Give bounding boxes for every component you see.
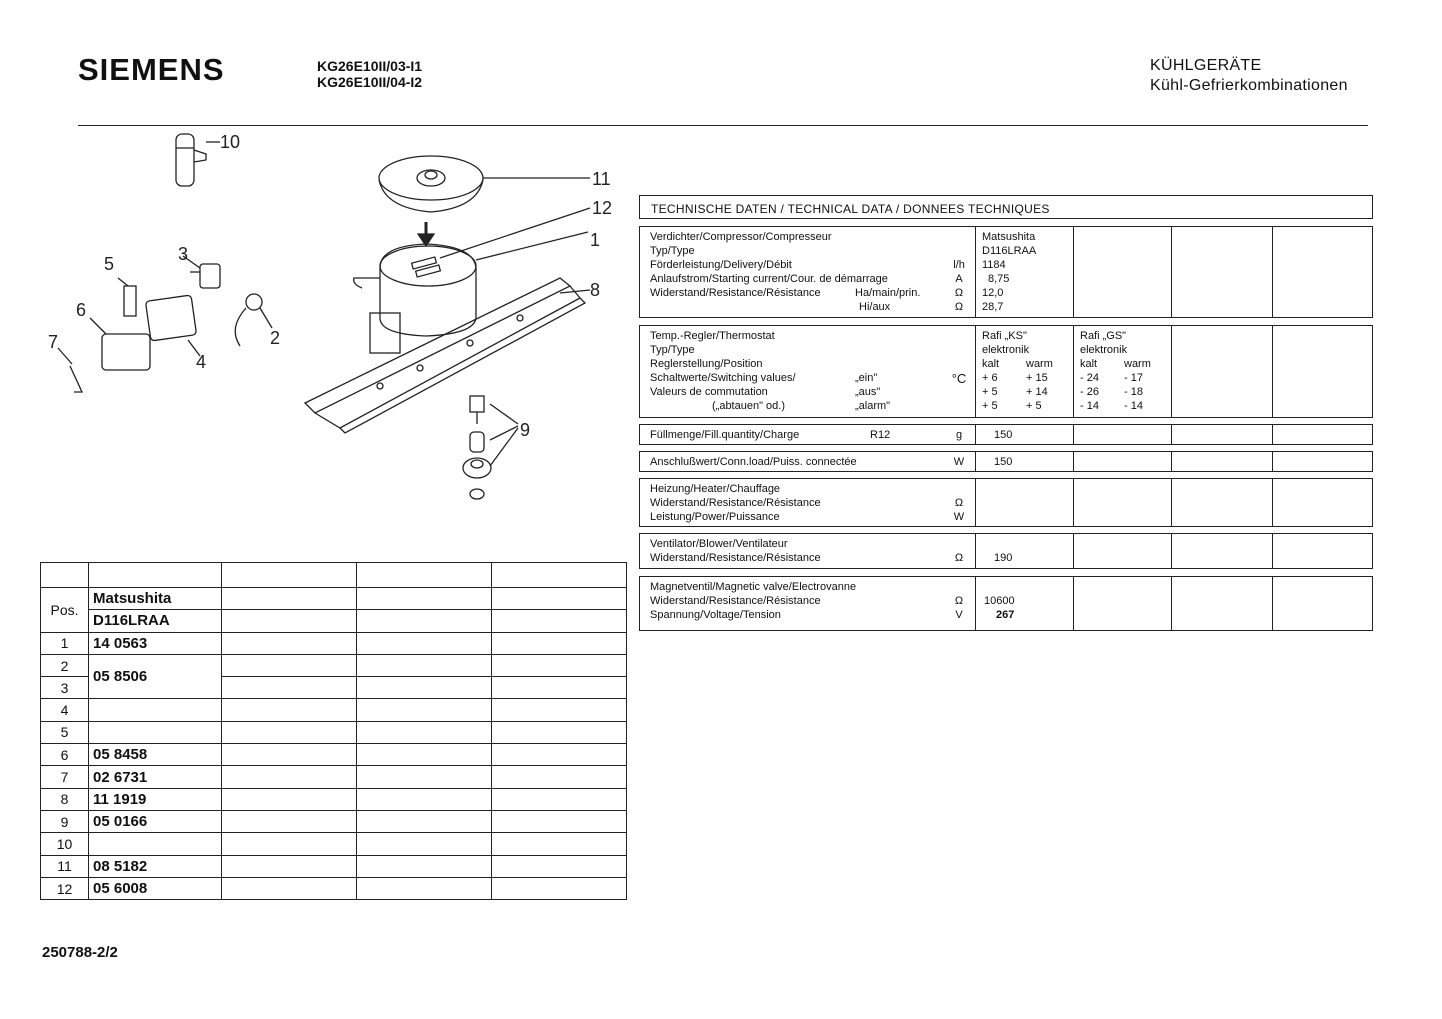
table-row: 10 [41,833,627,855]
callout-3: 3 [178,244,189,264]
callout-12: 12 [592,198,613,218]
tech-thermostat: Temp.-Regler/Thermostat Typ/Type Reglerstellung/Position Schaltwerte/Switching values/ „ein" Valeurs de commutation „aus" („abtauen" od.) „alarm" °C Rafi „KS" elektronik kalt warm + 6 + 15 + 5 + 14 + 5 + 5 Rafi „GS" elektronik kalt warm - 24 - 17 - 26 - 18 - 14 - 14 [639,325,1373,418]
cap-drawing [235,294,272,346]
table-row: 5 [41,721,627,743]
mounting-drawing [463,396,518,499]
callout-11: 11 [592,169,611,189]
table-row: 12 05 6008 [41,877,627,899]
clip-drawing [58,348,82,392]
table-row: 9 05 0166 [41,810,627,832]
parts-table [40,562,627,900]
cover-drawing [379,156,590,212]
category-2: Kühl-Gefrierkombinationen [1150,77,1348,94]
table-row: 7 02 6731 [41,766,627,788]
callout-6: 6 [76,300,87,320]
callout-2: 2 [270,328,281,348]
thermostat-gs: Rafi „GS" elektronik kalt warm - 24 - 17 - 26 - 18 - 14 - 14 [1073,326,1171,417]
capacitor-drawing [176,134,220,186]
callout-7: 7 [48,332,59,352]
maker-header: Matsushita [89,588,222,610]
table-row: 6 05 8458 [41,744,627,766]
callout-1: 1 [590,230,601,250]
tech-valve: Magnetventil/Magnetic valve/Electrovanne Widerstand/Resistance/Résistance Spannung/Voltage/Tension Ω V 10600 267 [639,576,1373,631]
callout-9: 9 [520,420,531,440]
callout-5: 5 [104,254,115,274]
tech-title: TECHNISCHE DATEN / TECHNICAL DATA / DONNEES TECHNIQUES [639,195,1373,219]
relay-drawing [183,256,220,288]
document-number: 250788-2/2 [42,944,118,961]
exploded-diagram [40,128,640,508]
table-row: 3 [41,677,627,699]
tech-blower: Ventilator/Blower/Ventilateur Widerstand/Resistance/Résistance Ω 190 [639,533,1373,569]
table-row: 4 [41,699,627,721]
pos-header: Pos. [41,588,89,633]
tech-heater: Heizung/Heater/Chauffage Widerstand/Resistance/Résistance Leistung/Power/Puissance Ω W [639,478,1373,527]
callout-8: 8 [590,280,601,300]
callout-10: 10 [220,132,241,152]
terminal-cover-drawing [90,318,150,370]
table-row: 2 05 8506 [41,654,627,676]
model-1: KG26E10II/03-I1 [317,58,423,74]
tech-charge: Füllmenge/Fill.quantity/Charge R12 g 150 [639,424,1373,445]
category-1: KÜHLGERÄTE [1150,57,1262,74]
thermostat-ks: Rafi „KS" elektronik kalt warm + 6 + 15 + 5 + 14 + 5 + 5 [975,326,1073,417]
table-row: 1 14 0563 [41,632,627,654]
brand-logo: SIEMENS [78,52,225,87]
category [1150,56,1348,96]
model-2: KG26E10II/04-I2 [317,74,423,90]
tech-compressor: Verdichter/Compressor/Compresseur Typ/Type Förderleistung/Delivery/Débit Anlaufstrom/Starting current/Cour. de démarrage Widerstand/Resistance/Résistance Ha/main/prin. Hi/aux l/h A Ω Ω Matsushita D116LRAA 1184 8,75 12,0 28,7 [639,226,1373,318]
header-rule [78,125,1368,126]
housing-drawing [145,295,200,356]
tech-conn-load: Anschlußwert/Conn.load/Puiss. connectée W 150 [639,451,1373,472]
model-numbers [317,58,422,90]
type-header: D116LRAA [89,610,222,632]
table-row: 11 08 5182 [41,855,627,877]
table-row: 8 11 1919 [41,788,627,810]
callout-4: 4 [196,352,207,372]
base-plate-drawing [305,278,590,433]
overload-drawing [118,278,136,316]
